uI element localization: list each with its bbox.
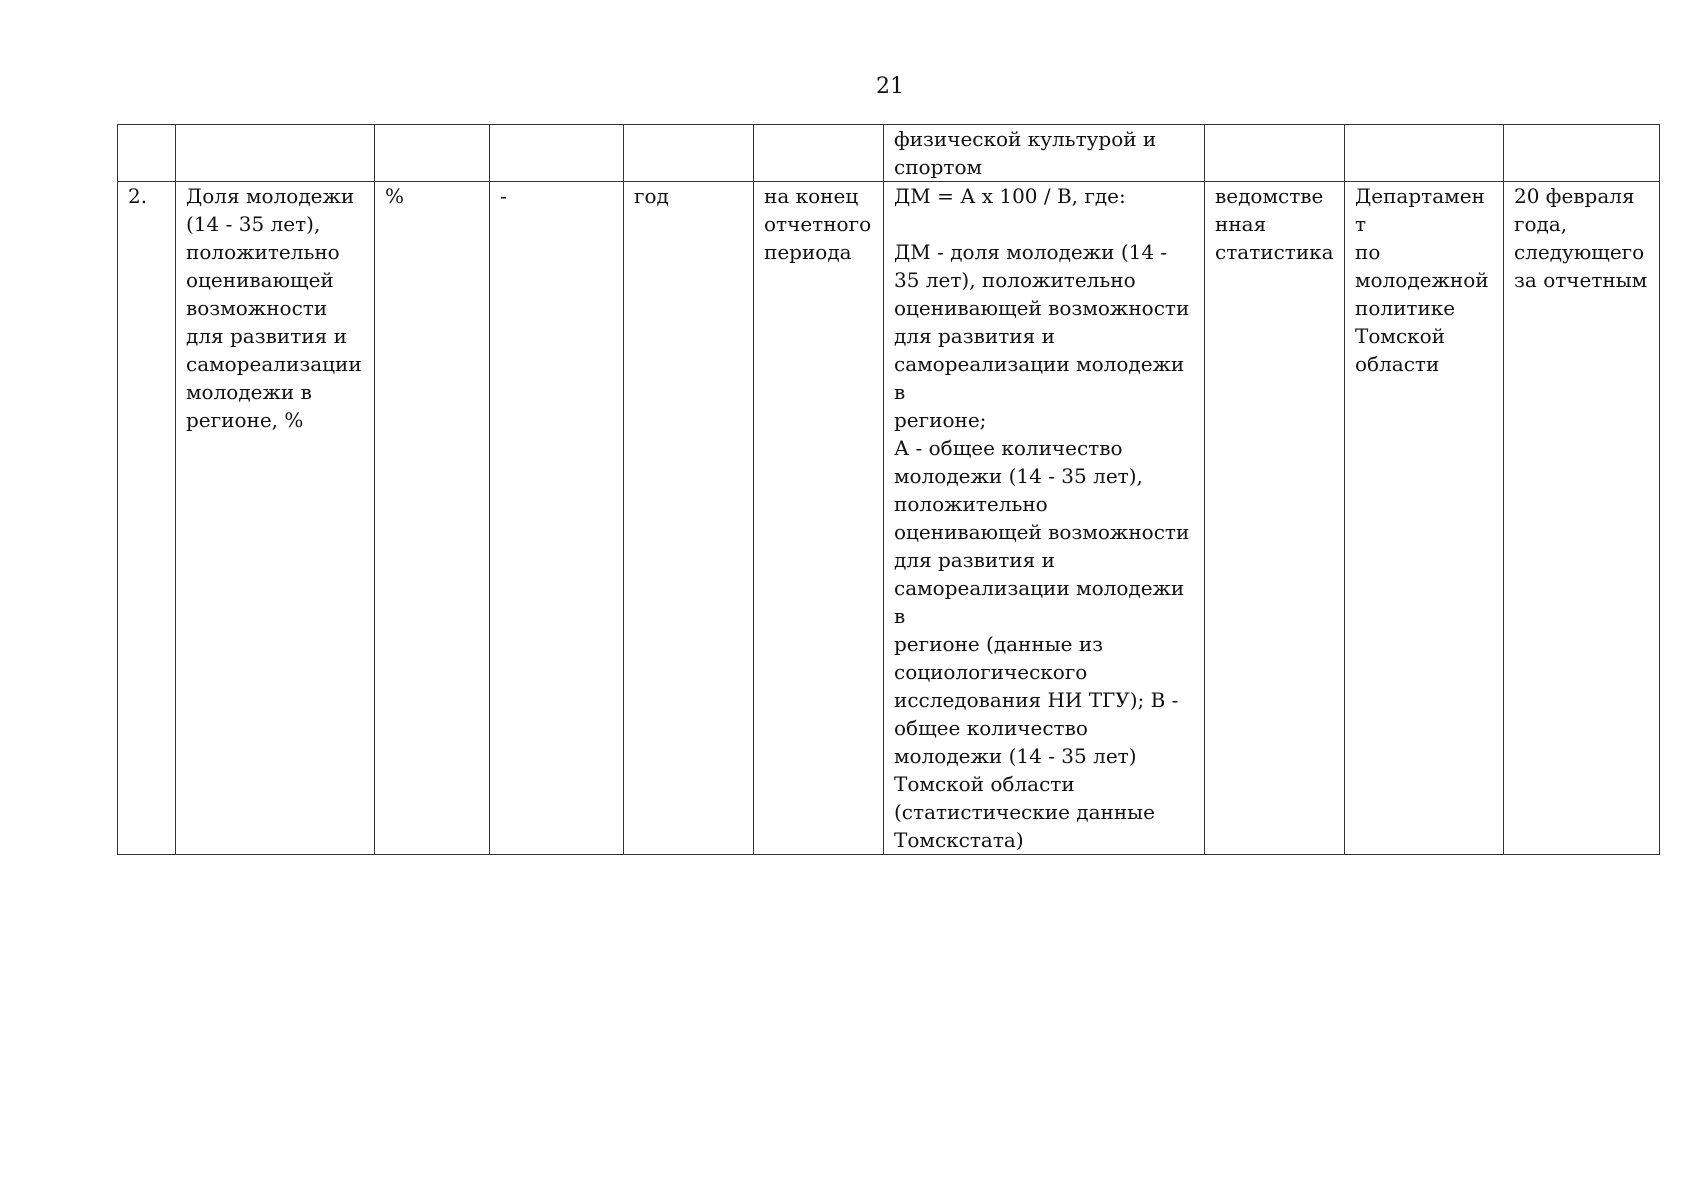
cell-responsible bbox=[1345, 182, 1504, 855]
cell-empty-6 bbox=[754, 125, 884, 182]
cell-empty-8 bbox=[1205, 125, 1345, 182]
table-row bbox=[118, 182, 1660, 855]
cell-empty-5 bbox=[624, 125, 754, 182]
cell-number bbox=[118, 182, 176, 855]
cell-col4 bbox=[490, 182, 624, 855]
unit-of-measure: % bbox=[385, 184, 405, 208]
continuation-row bbox=[118, 125, 1660, 182]
cell-empty-2 bbox=[176, 125, 375, 182]
cell-source bbox=[1205, 182, 1345, 855]
cell-formula bbox=[884, 182, 1205, 855]
cell-empty-3 bbox=[375, 125, 490, 182]
cell-empty-10 bbox=[1504, 125, 1660, 182]
deadline: 20 февраля года, следующего за отчетным bbox=[1514, 184, 1648, 292]
responsible-body: Департамент по молодежной политике Томской области bbox=[1355, 184, 1489, 376]
time-characteristic: на конец отчетного периода bbox=[764, 184, 872, 264]
col4-value: - bbox=[500, 184, 507, 208]
page-number: 21 bbox=[876, 74, 904, 99]
data-source: ведомстве нная статистика bbox=[1215, 184, 1334, 264]
row-number: 2. bbox=[128, 184, 148, 208]
cell-empty-1 bbox=[118, 125, 176, 182]
indicator-name: Доля молодежи (14 - 35 лет), положительно оценивающей возможности для развития и самореализации молодежи в регионе, % bbox=[186, 184, 362, 432]
cell-empty-9 bbox=[1345, 125, 1504, 182]
formula-text: ДМ = А x 100 / В, где: ДМ - доля молодежи (14 - 35 лет), положительно оценивающей возможности для развития и самореализации молодежи в регионе; А - общее количество молодежи (14 - 35 лет), положительно оценивающей возможности для развития и самореализации молодежи в регионе (данные из социологического исследования НИ ТГУ); В - общее количество молодежи (14 - 35 лет) Томской области (статистические данные Томскстата) bbox=[894, 184, 1190, 852]
cell-formula-continuation bbox=[884, 125, 1205, 182]
cell-indicator-name bbox=[176, 182, 375, 855]
cell-time bbox=[754, 182, 884, 855]
indicator-table bbox=[117, 124, 1660, 855]
cell-empty-4 bbox=[490, 125, 624, 182]
periodicity: год bbox=[634, 184, 669, 208]
cell-periodicity bbox=[624, 182, 754, 855]
formula-continuation-text: физической культурой и спортом bbox=[894, 127, 1157, 179]
cell-deadline bbox=[1504, 182, 1660, 855]
cell-unit bbox=[375, 182, 490, 855]
